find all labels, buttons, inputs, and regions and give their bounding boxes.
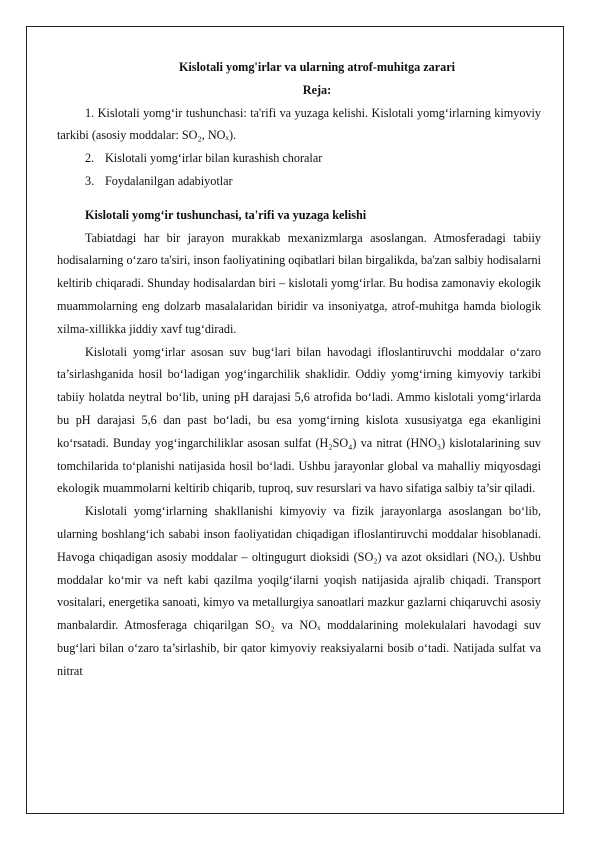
plan-item-text: Foydalanilgan adabiyotlar <box>105 173 233 188</box>
plan-item-2 <box>57 147 541 170</box>
plan-label: Reja: <box>302 82 332 97</box>
plan-item-number: 1. <box>85 105 95 120</box>
document-title: Kislotali yomg'irlar va ularning atrof-muhitga zarari <box>178 60 456 74</box>
paragraph-2: Kislotali yomg‘irlar asosan suv bug‘lari bilan havodagi ifloslantiruvchi moddalar o‘zaro ta’sirlashganida hosil bo‘ladigan yog‘ingarchilik shaklidir. Oddiy yomg‘irning kimyoviy tarkibi tabiiy holatda neytral bo‘lib, uning pH darajasi 5,6 atrofida bo‘ladi. Ammo kislotali yomg‘irlarda bu pH darajasi 5,6 dan past bo‘ladi, bu esa yomg‘irning kislota xususiyatga ega ekanligini ko‘rsatadi. Bunday yog‘ingarchiliklar asosan sulfat (H₂SO₄) va nitrat (HNO₃) kislotalarining suv tomchilarida to‘planishi natijasida hosil bo‘ladi. Ushbu jarayonlar global va mahalliy miqyosdagi ekologik muammolarni keltirib chiqarib, tuproq, suv resurslari va havo sifatiga salbiy ta’sir qiladi. <box>57 344 541 496</box>
paragraph-3: Kislotali yomg‘irlarning shakllanishi kimyoviy va fizik jarayonlarga asoslangan bo‘lib, ularning boshlang‘ich sababi inson faoliyatidan chiqadigan ifloslantiruvchi moddalar hisoblanadi. Havoga chiqadigan asosiy moddalar – oltingugurt dioksidi (SO₂) va azot oksidlari (NOₓ). Ushbu moddalar ko‘mir va neft kabi qazilma yoqilg‘ilarni yoqish natijasida ajralib chiqadi. Transport vositalari, energetika sanoati, kimyo va metallurgiya sanoatlari mazkur gazlarni chiqaruvchi asosiy manbalardir. Atmosferaga chiqarilgan SO₂ va NOₓ moddalarining molekulalari havodagi suv bug‘lari bilan o‘zaro ta’sirlashib, bir qator kimyoviy reaksiyalarni bosib o‘tadi. Natijada sulfat va nitrat <box>57 504 541 678</box>
plan-item-text: Kislotali yomg‘ir tushunchasi: ta'rifi va yuzaga kelishi. Kislotali yomg‘irlarning kimyoviy tarkibi (asosiy moddalar: SO₂, NOₓ). <box>57 105 541 143</box>
document-body <box>57 56 541 683</box>
plan-item-3 <box>57 170 541 193</box>
paragraph-1: Tabiatdagi har bir jarayon murakkab mexanizmlarga asoslangan. Atmosferadagi tabiiy hodisalarning o‘zaro ta'siri, inson faoliyatining oqibatlari bilan birgalikda, ba'zan salbiy hodisalarni keltirib chiqaradi. Shunday hodisalardan biri – kislotali yomg‘irlar. Bu hodisa zamonaviy ekologik muammolarning eng dolzarb masalalaridan biridir va insoniyatga, atrof-muhitga hamda biologik xilma-xillikka jiddiy xavf tug‘diradi. <box>57 230 541 336</box>
section-heading: Kislotali yomg‘ir tushunchasi, ta'rifi va yuzaga kelishi <box>85 207 367 222</box>
spacer <box>57 193 541 204</box>
plan-item-text: Kislotali yomg‘irlar bilan kurashish choralar <box>105 151 323 166</box>
plan-item-number: 2. <box>85 151 95 166</box>
plan-item-number: 3. <box>85 173 95 188</box>
plan-item-1 <box>57 102 541 148</box>
